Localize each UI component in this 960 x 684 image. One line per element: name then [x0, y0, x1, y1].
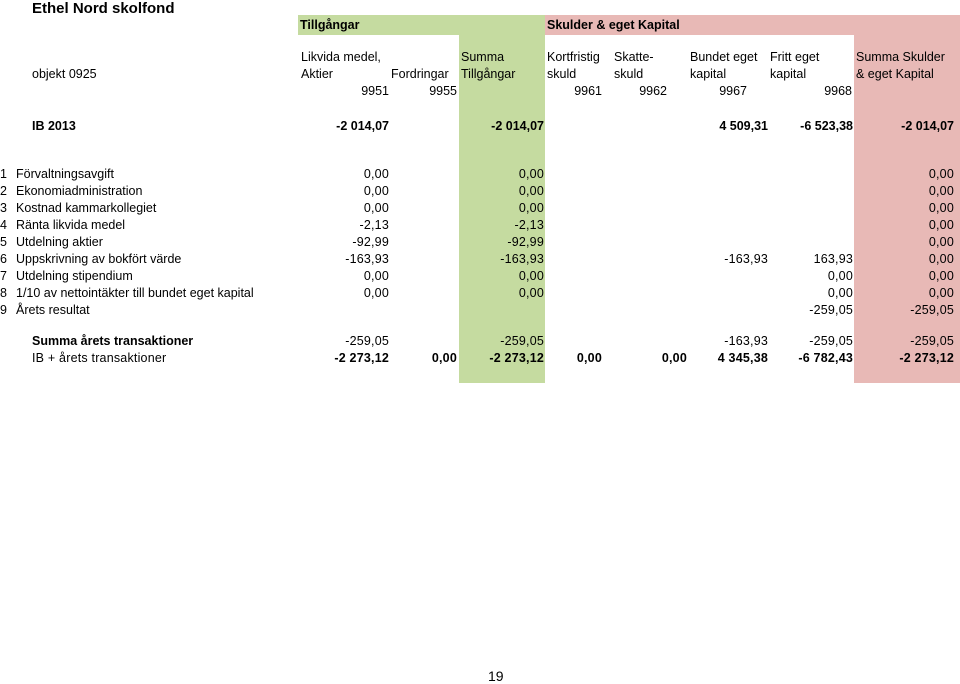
row-sum-assets: -92,99 [507, 235, 544, 249]
row-number: 9 [0, 303, 7, 317]
col-free-header-2: kapital [770, 67, 807, 81]
page-title: Ethel Nord skolfond [32, 0, 175, 17]
row-sum-assets: -2,13 [514, 218, 544, 232]
row-sum-assets: 0,00 [518, 184, 544, 198]
col-sum-assets-header-1: Summa [461, 50, 505, 64]
row-liquid: -2,13 [359, 218, 389, 232]
row-sum-liabilities: 0,00 [928, 286, 954, 300]
row-liquid: 0,00 [363, 286, 389, 300]
col-shortterm-header-2: skuld [547, 67, 577, 81]
closing-free: -6 782,43 [798, 351, 853, 365]
row-free: 0,00 [827, 286, 853, 300]
summary-label: Summa årets transaktioner [32, 334, 194, 348]
row-label: Årets resultat [16, 303, 90, 317]
opening-sum-liabilities: -2 014,07 [901, 119, 954, 133]
opening-free: -6 523,38 [800, 119, 853, 133]
row-label: Ränta likvida medel [16, 218, 126, 232]
col-liquid-header-2: Aktier [301, 67, 333, 81]
closing-sum-assets: -2 273,12 [489, 351, 544, 365]
row-sum-liabilities: 0,00 [928, 218, 954, 232]
row-sum-assets: 0,00 [518, 201, 544, 215]
assets-section-label: Tillgångar [300, 18, 360, 32]
opening-sum-assets: -2 014,07 [491, 119, 544, 133]
col-sum-liabilities-header-2: & eget Kapital [856, 67, 934, 81]
row-number: 4 [0, 218, 7, 232]
row-label: Utdelning aktier [16, 235, 103, 249]
row-liquid: -163,93 [345, 252, 389, 266]
row-number: 3 [0, 201, 7, 215]
col-restricted-header-1: Bundet eget [690, 50, 758, 64]
row-sum-assets: 0,00 [518, 286, 544, 300]
opening-balance-label: IB 2013 [32, 119, 76, 133]
row-sum-assets: -163,93 [500, 252, 544, 266]
summary-sum-assets: -259,05 [500, 334, 544, 348]
col-restricted-header-2: kapital [690, 67, 727, 81]
row-restricted: -163,93 [724, 252, 768, 266]
account-number: 9962 [639, 84, 667, 98]
row-liquid: 0,00 [363, 167, 389, 181]
col-sum-liabilities-header-1: Summa Skulder [856, 50, 945, 64]
summary-sum-liabilities: -259,05 [910, 334, 954, 348]
row-number: 2 [0, 184, 7, 198]
closing-liquid: -2 273,12 [334, 351, 389, 365]
closing-label: IB + årets transaktioner [32, 351, 167, 365]
closing-shortterm: 0,00 [576, 351, 602, 365]
account-number: 9967 [719, 84, 747, 98]
row-label: 1/10 av nettointäkter till bundet eget kapital [16, 286, 254, 300]
page-number: 19 [488, 668, 504, 684]
row-sum-assets: 0,00 [518, 167, 544, 181]
row-label: Uppskrivning av bokfört värde [16, 252, 182, 266]
row-liquid: 0,00 [363, 184, 389, 198]
closing-restricted: 4 345,38 [717, 351, 768, 365]
row-free: 0,00 [827, 269, 853, 283]
row-number: 6 [0, 252, 7, 266]
summary-restricted: -163,93 [724, 334, 768, 348]
col-free-header-1: Fritt eget [770, 50, 820, 64]
row-label: Förvaltningsavgift [16, 167, 114, 181]
row-label: Kostnad kammarkollegiet [16, 201, 157, 215]
col-shortterm-header-1: Kortfristig [547, 50, 600, 64]
row-number: 1 [0, 167, 7, 181]
row-sum-liabilities: 0,00 [928, 252, 954, 266]
row-label: Ekonomiadministration [16, 184, 143, 198]
opening-liquid: -2 014,07 [336, 119, 389, 133]
row-liquid: 0,00 [363, 201, 389, 215]
row-liquid: 0,00 [363, 269, 389, 283]
row-sum-liabilities: 0,00 [928, 201, 954, 215]
account-number: 9961 [574, 84, 602, 98]
row-free: -259,05 [809, 303, 853, 317]
row-sum-liabilities: -259,05 [910, 303, 954, 317]
row-liquid: -92,99 [352, 235, 389, 249]
closing-tax: 0,00 [661, 351, 687, 365]
summary-free: -259,05 [809, 334, 853, 348]
summary-liquid: -259,05 [345, 334, 389, 348]
row-sum-liabilities: 0,00 [928, 184, 954, 198]
row-sum-liabilities: 0,00 [928, 269, 954, 283]
closing-receivables: 0,00 [431, 351, 457, 365]
liabilities-section-label: Skulder & eget Kapital [547, 18, 680, 32]
opening-restricted: 4 509,31 [719, 119, 768, 133]
row-sum-liabilities: 0,00 [928, 235, 954, 249]
row-sum-assets: 0,00 [518, 269, 544, 283]
col-receivables-header: Fordringar [391, 67, 449, 81]
row-number: 5 [0, 235, 7, 249]
row-number: 7 [0, 269, 7, 283]
col-sum-assets-header-2: Tillgångar [461, 67, 516, 81]
row-label: Utdelning stipendium [16, 269, 133, 283]
account-number: 9955 [429, 84, 457, 98]
row-sum-liabilities: 0,00 [928, 167, 954, 181]
account-number: 9968 [824, 84, 852, 98]
col-tax-header-2: skuld [614, 67, 644, 81]
row-number: 8 [0, 286, 7, 300]
row-free: 163,93 [813, 252, 853, 266]
closing-sum-liabilities: -2 273,12 [899, 351, 954, 365]
col-tax-header-1: Skatte- [614, 50, 654, 64]
col-liquid-header-1: Likvida medel, [301, 50, 381, 64]
row-label-header: objekt 0925 [32, 67, 97, 81]
account-number: 9951 [361, 84, 389, 98]
